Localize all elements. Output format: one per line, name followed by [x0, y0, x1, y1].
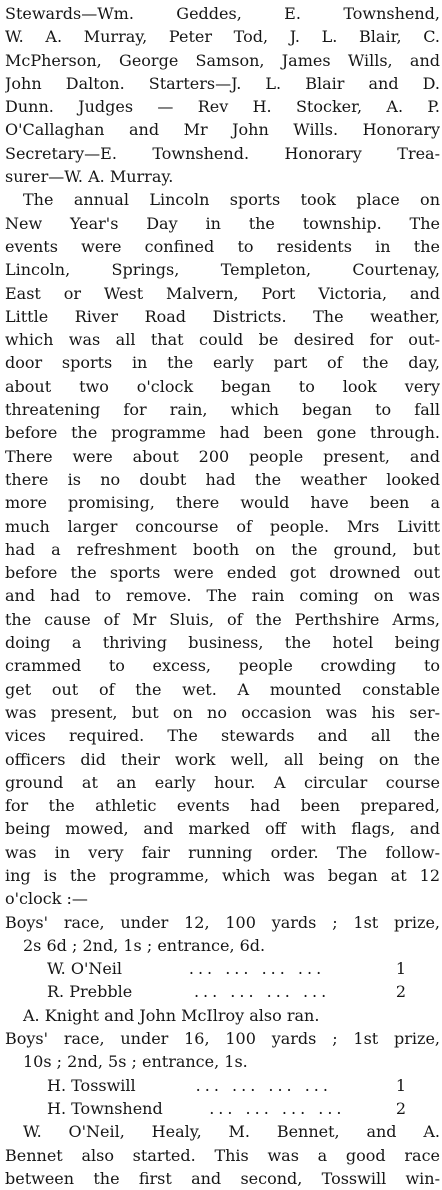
paragraph-line: There were about 200 people present, and	[5, 446, 440, 466]
paragraph-line: there is no doubt had the weather looked	[5, 469, 440, 489]
race-note: between the first and second, Tosswill win-	[5, 1168, 440, 1188]
paragraph-line: more promising, there would have been a	[5, 493, 440, 513]
paragraph-line: Lincoln, Springs, Templeton, Courtenay,	[5, 260, 440, 280]
paragraph-line: and had to remove. The rain coming on was	[5, 586, 440, 606]
competitor-name: R. Prebble	[47, 982, 133, 1002]
competitor-name: H. Tosswill	[47, 1075, 136, 1095]
placing: 2	[395, 982, 406, 1002]
leader-dots: ... ... ... ...	[193, 982, 331, 1002]
stewards-line: McPherson, George Samson, James Wills, and	[5, 50, 440, 70]
paragraph-line: officers did their work well, all being on the	[5, 749, 440, 769]
paragraph-line: crammed to excess, people crowding to	[5, 656, 440, 676]
race-heading: Boys' race, under 12, 100 yards ; 1st prize,	[5, 912, 440, 932]
competitor-name: H. Townshend	[47, 1098, 163, 1118]
race-note: Bennet also started. This was a good race	[5, 1145, 440, 1165]
paragraph-line: threatening for rain, which began to fall	[5, 400, 440, 420]
paragraph-line: ing is the programme, which was began at 12	[5, 865, 440, 885]
paragraph-line: events were confined to residents in the	[5, 236, 440, 256]
stewards-line: W. A. Murray, Peter Tod, J. L. Blair, C.	[5, 27, 440, 47]
paragraph-line: which was all that could be desired for out-	[5, 330, 440, 350]
paragraph-line: New Year's Day in the township. The	[5, 213, 440, 233]
race-prizes: 10s ; 2nd, 5s ; entrance, 1s.	[23, 1052, 248, 1072]
race-heading: Boys' race, under 16, 100 yards ; 1st prize,	[5, 1029, 440, 1049]
leader-dots: ... ... ... ...	[195, 1075, 332, 1095]
paragraph-line: being mowed, and marked off with flags, and	[5, 819, 440, 839]
starters-line: John Dalton. Starters—J. L. Blair and D.	[5, 73, 440, 93]
competitor-name: W. O'Neil	[47, 959, 123, 979]
paragraph-line: ground at an early hour. A circular course	[5, 772, 440, 792]
paragraph-line: vices required. The stewards and all the	[5, 726, 440, 746]
result-row	[5, 1097, 440, 1120]
paragraph-line: had a refreshment booth on the ground, but	[5, 539, 440, 559]
paragraph-line: doing a thriving business, the hotel being	[5, 633, 440, 653]
result-row	[5, 980, 440, 1003]
race-note: A. Knight and John McIlroy also ran.	[23, 1005, 320, 1025]
result-row	[5, 1074, 440, 1097]
treasurer-line: surer—W. A. Murray.	[5, 167, 174, 187]
race-note: W. O'Neil, Healy, M. Bennet, and A.	[23, 1122, 440, 1142]
judges-line: Dunn. Judges — Rev H. Stocker, A. P.	[5, 97, 440, 117]
paragraph-line: o'clock :—	[5, 889, 88, 909]
paragraph-line: East or West Malvern, Port Victoria, and	[5, 283, 440, 303]
paragraph-line: was in very fair running order. The follow-	[5, 842, 440, 862]
leader-dots: ... ... ... ...	[209, 1098, 346, 1118]
paragraph-line: door sports in the early part of the day,	[5, 353, 440, 373]
paragraph-line: much larger concourse of people. Mrs Livitt	[5, 516, 440, 536]
paragraph-line: before the sports were ended got drowned out	[5, 563, 440, 583]
stewards-line: Stewards—Wm. Geddes, E. Townshend,	[5, 4, 440, 23]
result-row	[5, 957, 440, 980]
paragraph-line: get out of the wet. A mounted constable	[5, 679, 440, 699]
paragraph-line: Little River Road Districts. The weather,	[5, 306, 440, 326]
placing: 1	[395, 959, 406, 979]
judges-line: O'Callaghan and Mr John Wills. Honorary	[5, 120, 440, 140]
placing: 1	[395, 1075, 406, 1095]
paragraph-line: for the athletic events had been prepared,	[5, 796, 440, 816]
paragraph-line: was present, but on no occasion was his ser-	[5, 702, 440, 722]
paragraph-line: about two o'clock began to look very	[5, 376, 440, 396]
leader-dots: ... ... ... ...	[188, 959, 326, 979]
paragraph-line: The annual Lincoln sports took place on	[23, 190, 440, 210]
race-prizes: 2s 6d ; 2nd, 1s ; entrance, 6d.	[23, 935, 266, 955]
placing: 2	[395, 1098, 406, 1118]
paragraph-line: the cause of Mr Sluis, of the Perthshire Arms,	[5, 609, 440, 629]
paragraph-line: before the programme had been gone through.	[5, 423, 440, 443]
secretary-line: Secretary—E. Townshend. Honorary Trea-	[5, 143, 440, 163]
